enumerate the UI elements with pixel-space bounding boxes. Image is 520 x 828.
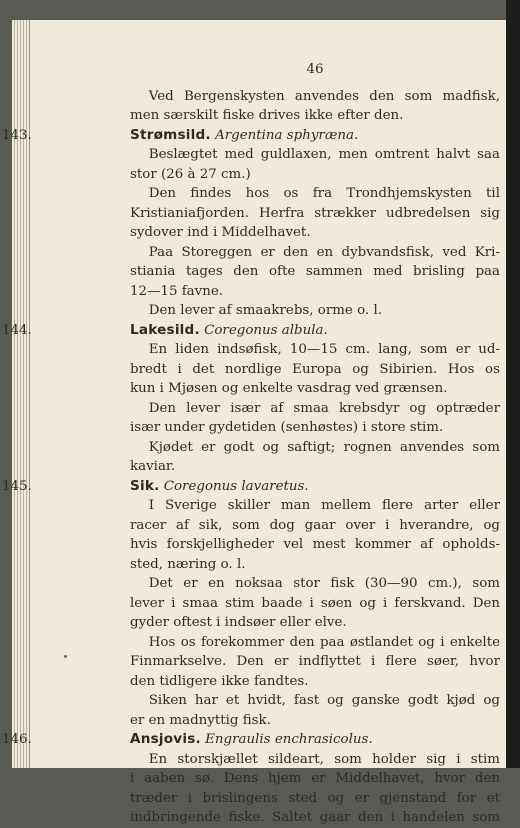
scan-border — [506, 0, 520, 768]
page-body — [2, 87, 500, 828]
page-number: 46 — [306, 62, 324, 77]
entry-number: 146. — [2, 732, 32, 747]
text-line: sydover ind i Middelhavet. — [130, 225, 311, 240]
text-line: men særskilt fiske drives ikke efter den. — [130, 108, 404, 123]
text-line: den tidligere ikke fandtes. — [130, 673, 309, 689]
text-line: Den lever især af smaa krebsdyr og optræder — [148, 400, 500, 416]
text-line: En liden indsøfisk, 10—15 cm. lang, som er ud- — [148, 342, 500, 357]
text-line: Den lever af smaakrebs, orme o. l. — [148, 303, 382, 318]
text-line: i aaben sø. Dens hjem er Middelhavet, hvor den — [130, 771, 500, 786]
text-line: I Sverige skiller man mellem flere arter eller — [148, 498, 500, 513]
text-line: sted, næring o. l. — [130, 556, 246, 572]
entry-latin-name: Engraulis enchrasicolus. — [205, 732, 373, 747]
text-line: træder i brislingens sted og er gjenstand for et — [130, 790, 500, 806]
entry-number: 145. — [2, 478, 32, 494]
entry-name: Lakesild. — [130, 321, 200, 338]
entry-latin-name: Coregonus lavaretus. — [163, 478, 309, 494]
text-line: bredt i det nordlige Europa og Sibirien. Hos os — [130, 361, 500, 377]
entry-heading — [2, 477, 500, 497]
ink-speck — [64, 655, 67, 658]
text-line: Siken har et hvidt, fast og ganske godt kjød og — [148, 693, 500, 708]
text-line: indbringende fiske. Saltet gaar den i handelen som — [130, 810, 500, 825]
entry-name: Sik. — [130, 477, 160, 494]
entry-latin-name: Coregonus albula. — [204, 322, 328, 338]
text-line: Finmarkselve. Den er indflyttet i flere søer, hvor — [130, 654, 500, 669]
text-line: Den findes hos os fra Trondhjemskysten til — [148, 186, 500, 201]
text-line: Det er en noksaa stor fisk (30—90 cm.), som — [148, 576, 500, 591]
text-line: Beslægtet med guldlaxen, men omtrent halvt saa — [148, 147, 500, 162]
text-line: Kristianiafjorden. Herfra strækker udbredelsen sig — [130, 205, 500, 221]
text-line: lever i smaa stim baade i søen og i ferskvand. Den — [130, 595, 500, 611]
text-line: kaviar. — [130, 459, 176, 474]
text-line: især under gydetiden (senhøstes) i store stim. — [130, 420, 444, 435]
page-text — [2, 60, 500, 828]
entry-name: Ansjovis. — [130, 731, 201, 747]
text-line: gyder oftest i indsøer eller elve. — [130, 615, 347, 630]
text-line: Ved Bergenskysten anvendes den som madfisk, — [148, 88, 500, 104]
text-line: racer af sik, som dog gaar over i hverandre, og — [130, 517, 500, 533]
entry-latin-name: Argentina sphyræna. — [215, 127, 359, 143]
text-line: Kjødet er godt og saftigt; rognen anvendes som — [148, 439, 500, 455]
entry-heading — [2, 321, 500, 341]
text-line: hvis forskjelligheder vel mest kommer af opholds- — [130, 537, 500, 552]
entry-name: Strømsild. — [130, 126, 211, 143]
entry-heading — [2, 126, 500, 146]
text-line: kun i Mjøsen og enkelte vasdrag ved grænsen. — [130, 381, 448, 396]
text-line: En storskjællet sildeart, som holder sig i stim — [148, 751, 500, 767]
text-line: 12—15 favne. — [130, 283, 224, 299]
text-line: er en madnyttig fisk. — [130, 712, 271, 728]
text-line: stiania tages den ofte sammen med brisling paa — [130, 264, 500, 279]
entry-number: 144. — [2, 322, 32, 338]
text-line: Hos os forekommer den paa østlandet og i enkelte — [148, 634, 500, 650]
text-line: stor (26 à 27 cm.) — [130, 166, 251, 182]
entry-heading — [2, 730, 500, 750]
text-line: Paa Storeggen er den en dybvandsfisk, ved Kri- — [148, 244, 500, 260]
entry-number: 143. — [2, 127, 32, 143]
